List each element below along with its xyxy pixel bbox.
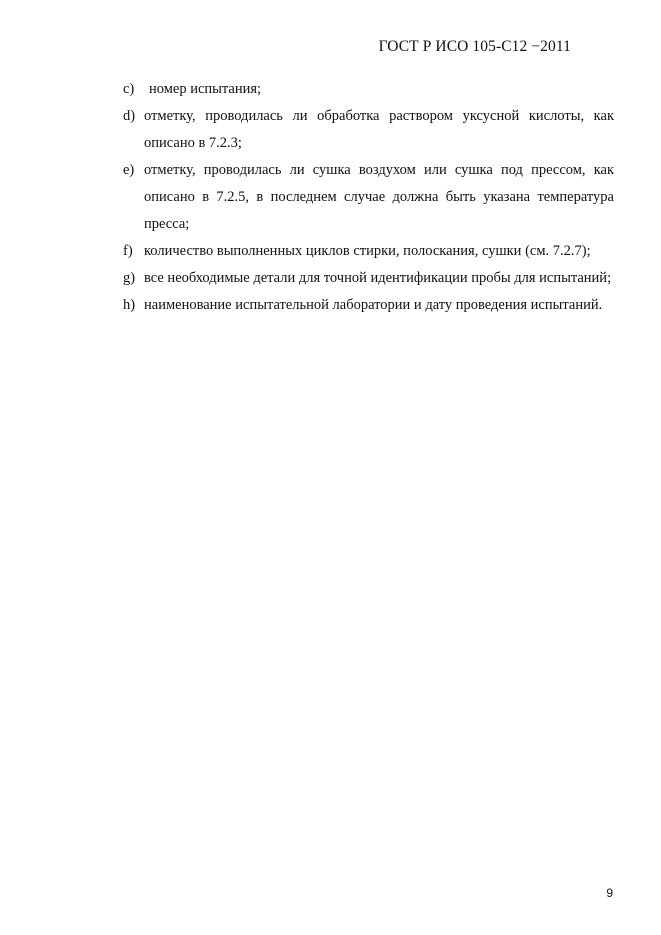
list-item-text: наименование испытательной лаборатории и дату проведения испытаний. [144,297,603,313]
list-item-text: отметку, проводилась ли обработка раствором уксусной кислоты, как описано в 7.2.3; [144,108,614,151]
list-marker: c) [123,81,135,97]
list-marker: d) [123,108,136,124]
list-item-text: количество выполненных циклов стирки, полоскания, сушки (см. 7.2.7); [144,243,591,259]
list-item-f [123,238,614,265]
list-marker: h) [123,297,136,313]
list-marker: f) [123,243,133,259]
list-item-h [123,292,614,319]
list-item-g [123,265,614,292]
list-item-text: номер испытания; [149,81,262,97]
list-item-e [123,157,614,238]
list-marker: g) [123,270,136,286]
list-marker: e) [123,162,135,178]
list-item-d [123,103,614,157]
standard-code-header: ГОСТ Р ИСО 105-С12 −2011 [378,38,571,55]
list-item-text: все необходимые детали для точной идентификации пробы для испытаний; [144,270,612,286]
list-item-text: отметку, проводилась ли сушка воздухом или сушка под прессом, как описано в 7.2.5, в последнем случае должна быть указана температура пресса; [144,162,614,232]
page-number: 9 [606,886,613,900]
report-requirements-list [123,76,614,319]
list-item-c [123,76,614,103]
